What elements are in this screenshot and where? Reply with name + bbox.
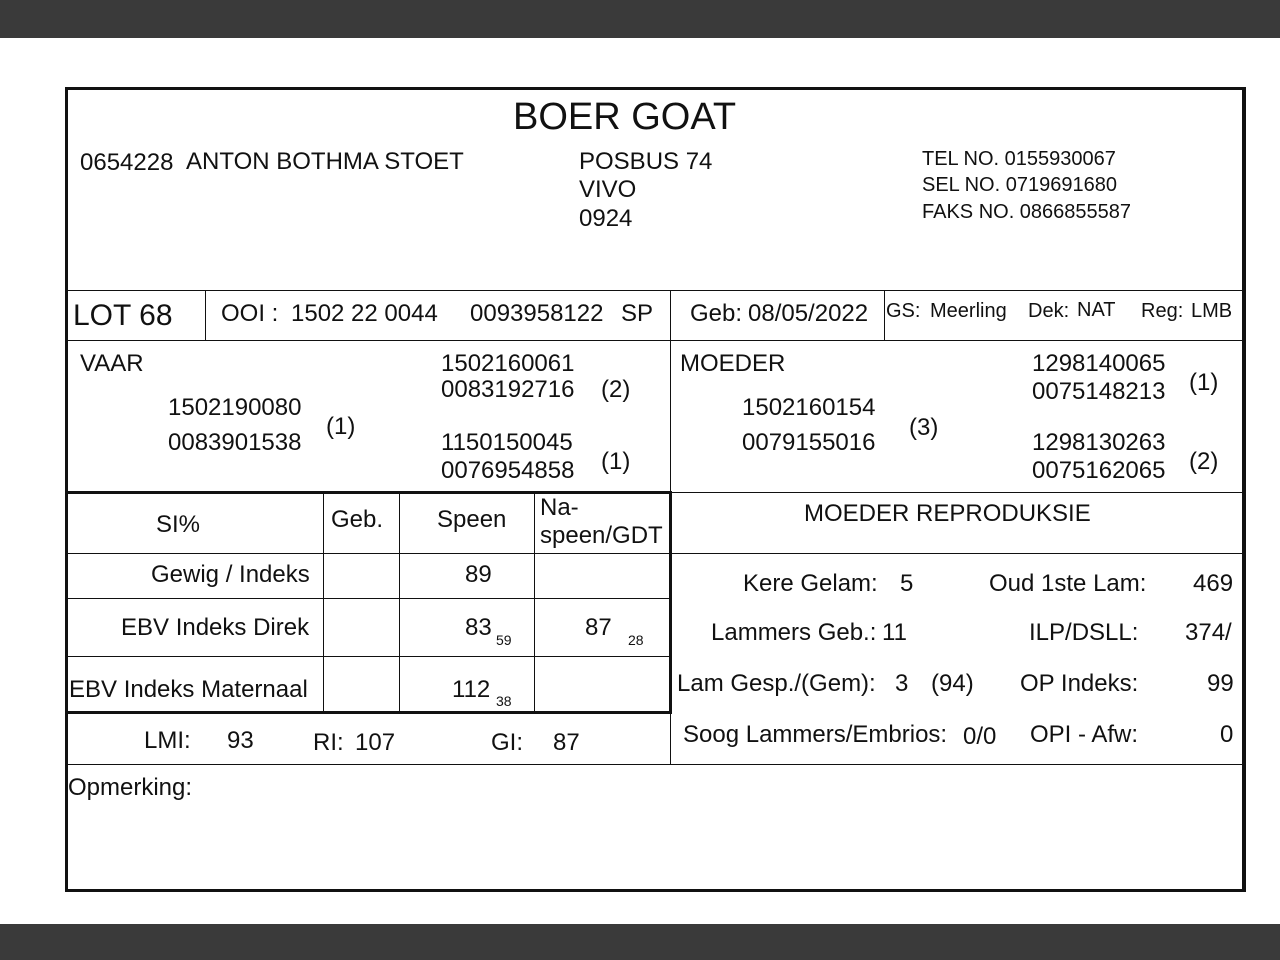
speen-header: Speen (437, 506, 507, 533)
top-letterbox-bar (0, 0, 1280, 38)
opmerking-label: Opmerking: (68, 774, 193, 801)
moeder-granddam-id: 0075162065 (1032, 457, 1166, 484)
address-line-1: POSBUS 74 (579, 148, 713, 175)
dek-value: NAT (1077, 299, 1116, 321)
geb-date: 08/05/2022 (748, 300, 869, 327)
row-maternaal-speen: 112 (452, 676, 491, 703)
frame-bottom (65, 889, 1246, 892)
moeder-label: MOEDER (680, 350, 786, 377)
geb-header: Geb. (331, 506, 384, 533)
vrule-geb (323, 492, 324, 713)
soog-label: Soog Lammers/Embrios: (683, 721, 948, 748)
moeder-grandsire-count: (1) (1189, 369, 1219, 396)
row-direk-naspeen-sub: 28 (628, 632, 644, 648)
vrule-naspeen (534, 492, 535, 713)
lmi-label: LMI: (144, 727, 191, 754)
lot-number: LOT 68 (73, 299, 173, 332)
reg-label: Reg: (1141, 300, 1184, 322)
ooi-id: 0093958122 (470, 300, 604, 327)
vrule-speen (399, 492, 400, 713)
naspeen-header-2: speen/GDT (540, 522, 663, 549)
op-indeks-label: OP Indeks: (1020, 670, 1139, 697)
ooi-suffix: SP (621, 300, 654, 327)
document-title: BOER GOAT (513, 96, 737, 138)
frame-top (65, 87, 1246, 90)
kere-gelam-label: Kere Gelam: (743, 570, 878, 597)
lam-gesp-value: 3 (895, 670, 909, 697)
row-gewig-speen: 89 (465, 561, 492, 588)
row-gewig-label: Gewig / Indeks (151, 561, 310, 588)
ilp-value: 374/ (1185, 619, 1232, 646)
vaar-grandsire-count: (2) (601, 376, 631, 403)
lam-gesp-label: Lam Gesp./(Gem): (677, 670, 876, 697)
vrule-gs (884, 290, 885, 341)
moeder-grandsire-reg: 1298140065 (1032, 350, 1166, 377)
vaar-sire-reg: 1502190080 (168, 394, 302, 421)
row-direk-speen: 83 (465, 614, 492, 641)
geb-label: Geb: (690, 300, 743, 327)
rule-si-bottom (67, 711, 672, 714)
naspeen-header-1: Na- (540, 494, 579, 521)
gi-value: 87 (553, 729, 580, 756)
oud-lam-label: Oud 1ste Lam: (989, 570, 1147, 597)
vaar-label: VAAR (80, 350, 144, 377)
rule-si-row1 (67, 598, 670, 599)
row-direk-naspeen: 87 (585, 614, 612, 641)
gs-label: GS: (886, 300, 921, 322)
rule-si-row2 (67, 656, 670, 657)
ooi-label: OOI : (221, 300, 279, 327)
vaar-sire-count: (1) (326, 413, 356, 440)
moeder-grandsire-id: 0075148213 (1032, 378, 1166, 405)
si-header: SI% (156, 511, 201, 538)
address-line-3: 0924 (579, 205, 633, 232)
vrule-si-right (669, 492, 672, 714)
rule-lot-top (67, 290, 1243, 291)
row-direk-speen-sub: 59 (496, 632, 512, 648)
opi-afw-label: OPI - Afw: (1030, 721, 1139, 748)
moeder-dam-reg: 1502160154 (742, 394, 876, 421)
ooi-reg: 1502 22 0044 (291, 300, 438, 327)
rule-si-header (67, 553, 1243, 554)
lammers-geb-label: Lammers Geb.: (711, 619, 877, 646)
ri-value: 107 (355, 729, 396, 756)
reproduction-title: MOEDER REPRODUKSIE (804, 500, 1091, 527)
row-direk-label: EBV Indeks Direk (121, 614, 310, 641)
vaar-grandsire-reg: 1502160061 (441, 350, 575, 377)
rule-indices-bottom (67, 764, 1243, 765)
gs-value: Meerling (930, 300, 1007, 322)
row-maternaal-label: EBV Indeks Maternaal (69, 676, 308, 703)
gi-label: GI: (491, 729, 524, 756)
dek-label: Dek: (1028, 300, 1070, 322)
vaar-granddam-reg: 1150150045 (441, 429, 573, 456)
soog-value: 0/0 (963, 723, 997, 750)
moeder-granddam-count: (2) (1189, 448, 1219, 475)
vrule-lot (205, 290, 206, 341)
breeder-name: ANTON BOTHMA STOET (186, 148, 464, 175)
frame-left (65, 87, 68, 892)
rule-pedigree-bottom-right (672, 492, 1243, 493)
opi-afw-value: 0 (1220, 721, 1234, 748)
moeder-dam-count: (3) (909, 414, 939, 441)
vaar-sire-id: 0083901538 (168, 429, 302, 456)
oud-lam-value: 469 (1193, 570, 1234, 597)
rule-pedigree-bottom-left (67, 491, 672, 494)
address-line-2: VIVO (579, 176, 637, 203)
vaar-granddam-count: (1) (601, 448, 631, 475)
rule-lot-bottom (67, 340, 1243, 341)
kere-gelam-value: 5 (900, 570, 914, 597)
vaar-grandsire-id: 0083192716 (441, 376, 575, 403)
lam-gesp-gem: (94) (931, 670, 974, 697)
sel-number: SEL NO. 0719691680 (922, 174, 1117, 196)
lammers-geb-value: 11 (882, 619, 907, 646)
faks-number: FAKS NO. 0866855587 (922, 201, 1132, 223)
ri-label: RI: (313, 729, 344, 756)
moeder-dam-id: 0079155016 (742, 429, 876, 456)
breeder-number: 0654228 (80, 149, 174, 176)
reg-value: LMB (1191, 300, 1233, 322)
moeder-granddam-reg: 1298130263 (1032, 429, 1166, 456)
tel-number: TEL NO. 0155930067 (922, 148, 1116, 170)
op-indeks-value: 99 (1207, 670, 1234, 697)
frame-right (1242, 87, 1246, 892)
ilp-label: ILP/DSLL: (1029, 619, 1139, 646)
lmi-value: 93 (227, 727, 254, 754)
bottom-letterbox-bar (0, 924, 1280, 960)
row-maternaal-speen-sub: 38 (496, 693, 512, 709)
vaar-granddam-id: 0076954858 (441, 457, 575, 484)
